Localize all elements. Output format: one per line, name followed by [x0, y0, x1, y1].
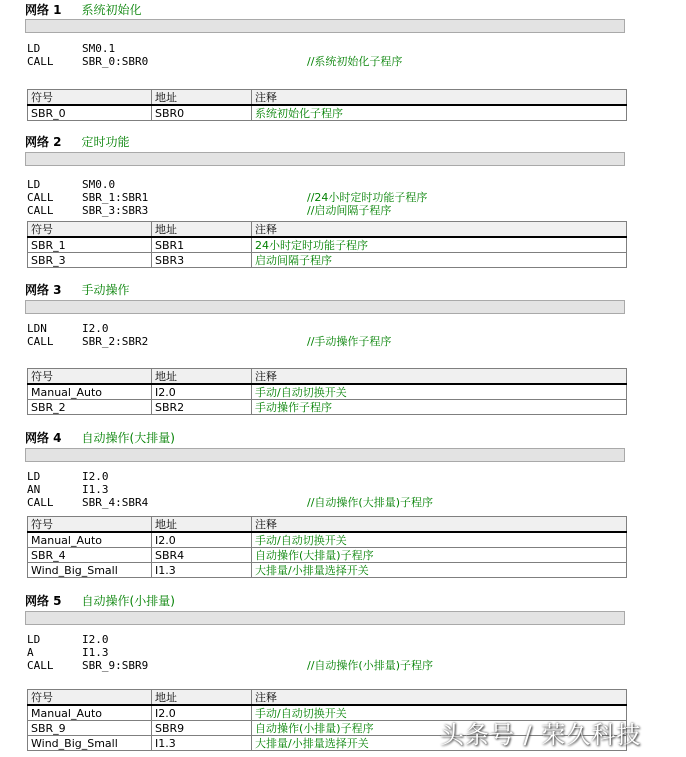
header-address: 地址 [152, 90, 252, 106]
instruction-operand: SBR_4:SBR4 [82, 496, 149, 509]
cell-address[interactable]: SBR4 [152, 548, 252, 563]
instruction-op: LD [27, 178, 41, 191]
network-label: 网络 2 [25, 135, 62, 149]
cell-symbol[interactable]: SBR_1 [28, 237, 152, 253]
cell-comment[interactable]: 系统初始化子程序 [252, 105, 627, 121]
table-header-row [28, 517, 627, 533]
instruction-operand: SBR_2:SBR2 [82, 335, 149, 348]
cell-address[interactable]: I1.3 [152, 736, 252, 751]
network-header[interactable] [25, 282, 130, 298]
instruction-operand: SM0.0 [82, 178, 116, 191]
network-comment-bar[interactable] [25, 152, 625, 166]
instruction-op: CALL [27, 191, 54, 204]
header-address: 地址 [152, 222, 252, 238]
instruction-comment: //24小时定时功能子程序 [307, 191, 428, 204]
table-row[interactable] [28, 237, 627, 253]
instruction-op: CALL [27, 496, 54, 509]
cell-symbol[interactable]: SBR_9 [28, 721, 152, 736]
cell-comment[interactable]: 启动间隔子程序 [252, 253, 627, 268]
network-label: 网络 5 [25, 594, 62, 608]
instruction-op: A [27, 646, 34, 659]
cell-comment[interactable]: 自动操作(小排量)子程序 [252, 721, 627, 736]
cell-comment[interactable]: 24小时定时功能子程序 [252, 237, 627, 253]
table-row[interactable] [28, 563, 627, 578]
network-comment-bar[interactable] [25, 448, 625, 462]
header-comment: 注释 [252, 517, 627, 533]
header-address: 地址 [152, 690, 252, 706]
table-row[interactable] [28, 532, 627, 548]
table-row[interactable] [28, 253, 627, 268]
instruction-operand: SM0.1 [82, 42, 116, 55]
network-title: 自动操作(大排量) [81, 431, 175, 445]
network-comment-bar[interactable] [25, 611, 625, 625]
cell-address[interactable]: SBR2 [152, 400, 252, 415]
instruction-op: LD [27, 633, 41, 646]
instruction-operand: SBR_0:SBR0 [82, 55, 149, 68]
symbol-table [27, 516, 627, 578]
instruction-op: LD [27, 470, 41, 483]
watermark: 头条号 / 荣久科技 [440, 721, 642, 749]
instruction-comment: //自动操作(大排量)子程序 [307, 496, 433, 509]
instruction-comment: //自动操作(小排量)子程序 [307, 659, 433, 672]
header-address: 地址 [152, 369, 252, 385]
instruction-op: CALL [27, 335, 54, 348]
network-header[interactable] [25, 430, 175, 446]
cell-symbol[interactable]: Manual_Auto [28, 705, 152, 721]
cell-comment[interactable]: 自动操作(大排量)子程序 [252, 548, 627, 563]
cell-comment[interactable]: 大排量/小排量选择开关 [252, 563, 627, 578]
network-comment-bar[interactable] [25, 19, 625, 33]
header-comment: 注释 [252, 90, 627, 106]
table-header-row [28, 222, 627, 238]
cell-address[interactable]: SBR1 [152, 237, 252, 253]
cell-comment[interactable]: 手动/自动切换开关 [252, 705, 627, 721]
instruction-comment: //启动间隔子程序 [307, 204, 392, 217]
network-title: 系统初始化 [81, 3, 142, 17]
header-comment: 注释 [252, 690, 627, 706]
table-header-row [28, 690, 627, 706]
header-comment: 注释 [252, 369, 627, 385]
table-header-row [28, 90, 627, 106]
instruction-operand: SBR_1:SBR1 [82, 191, 149, 204]
network-label: 网络 3 [25, 283, 62, 297]
cell-symbol[interactable]: Wind_Big_Small [28, 736, 152, 751]
instruction-op: CALL [27, 659, 54, 672]
instruction-operand: I2.0 [82, 322, 109, 335]
cell-symbol[interactable]: Manual_Auto [28, 384, 152, 400]
network-header[interactable] [25, 134, 130, 150]
cell-address[interactable]: SBR3 [152, 253, 252, 268]
cell-comment[interactable]: 大排量/小排量选择开关 [252, 736, 627, 751]
instruction-op: LD [27, 42, 41, 55]
header-comment: 注释 [252, 222, 627, 238]
header-address: 地址 [152, 517, 252, 533]
cell-comment[interactable]: 手动操作子程序 [252, 400, 627, 415]
header-symbol: 符号 [28, 369, 152, 385]
instruction-operand: I1.3 [82, 483, 109, 496]
table-row[interactable] [28, 384, 627, 400]
instruction-comment: //手动操作子程序 [307, 335, 392, 348]
network-header[interactable] [25, 2, 142, 18]
cell-address[interactable]: SBR9 [152, 721, 252, 736]
cell-address[interactable]: I2.0 [152, 532, 252, 548]
network-comment-bar[interactable] [25, 300, 625, 314]
symbol-table [27, 221, 627, 268]
cell-symbol[interactable]: SBR_0 [28, 105, 152, 121]
instruction-op: LDN [27, 322, 47, 335]
network-title: 自动操作(小排量) [81, 594, 175, 608]
cell-comment[interactable]: 手动/自动切换开关 [252, 384, 627, 400]
instruction-comment: //系统初始化子程序 [307, 55, 403, 68]
cell-symbol[interactable]: SBR_2 [28, 400, 152, 415]
instruction-operand: I1.3 [82, 646, 109, 659]
table-header-row [28, 369, 627, 385]
cell-address[interactable]: I2.0 [152, 384, 252, 400]
symbol-table [27, 89, 627, 121]
network-title: 手动操作 [81, 283, 130, 297]
cell-comment[interactable]: 手动/自动切换开关 [252, 532, 627, 548]
cell-symbol[interactable]: SBR_4 [28, 548, 152, 563]
table-row[interactable] [28, 400, 627, 415]
symbol-table [27, 368, 627, 415]
cell-symbol[interactable]: SBR_3 [28, 253, 152, 268]
instruction-operand: SBR_3:SBR3 [82, 204, 149, 217]
instruction-op: CALL [27, 55, 54, 68]
table-row[interactable] [28, 105, 627, 121]
network-label: 网络 4 [25, 431, 62, 445]
instruction-op: AN [27, 483, 41, 496]
header-symbol: 符号 [28, 517, 152, 533]
header-symbol: 符号 [28, 690, 152, 706]
cell-address[interactable]: SBR0 [152, 105, 252, 121]
cell-address[interactable]: I2.0 [152, 705, 252, 721]
header-symbol: 符号 [28, 90, 152, 106]
network-title: 定时功能 [81, 135, 130, 149]
cell-symbol[interactable]: Wind_Big_Small [28, 563, 152, 578]
table-row[interactable] [28, 548, 627, 563]
header-symbol: 符号 [28, 222, 152, 238]
network-label: 网络 1 [25, 3, 62, 17]
cell-symbol[interactable]: Manual_Auto [28, 532, 152, 548]
instruction-op: CALL [27, 204, 54, 217]
instruction-operand: I2.0 [82, 633, 109, 646]
instruction-operand: I2.0 [82, 470, 109, 483]
network-header[interactable] [25, 593, 175, 609]
cell-address[interactable]: I1.3 [152, 563, 252, 578]
instruction-operand: SBR_9:SBR9 [82, 659, 149, 672]
